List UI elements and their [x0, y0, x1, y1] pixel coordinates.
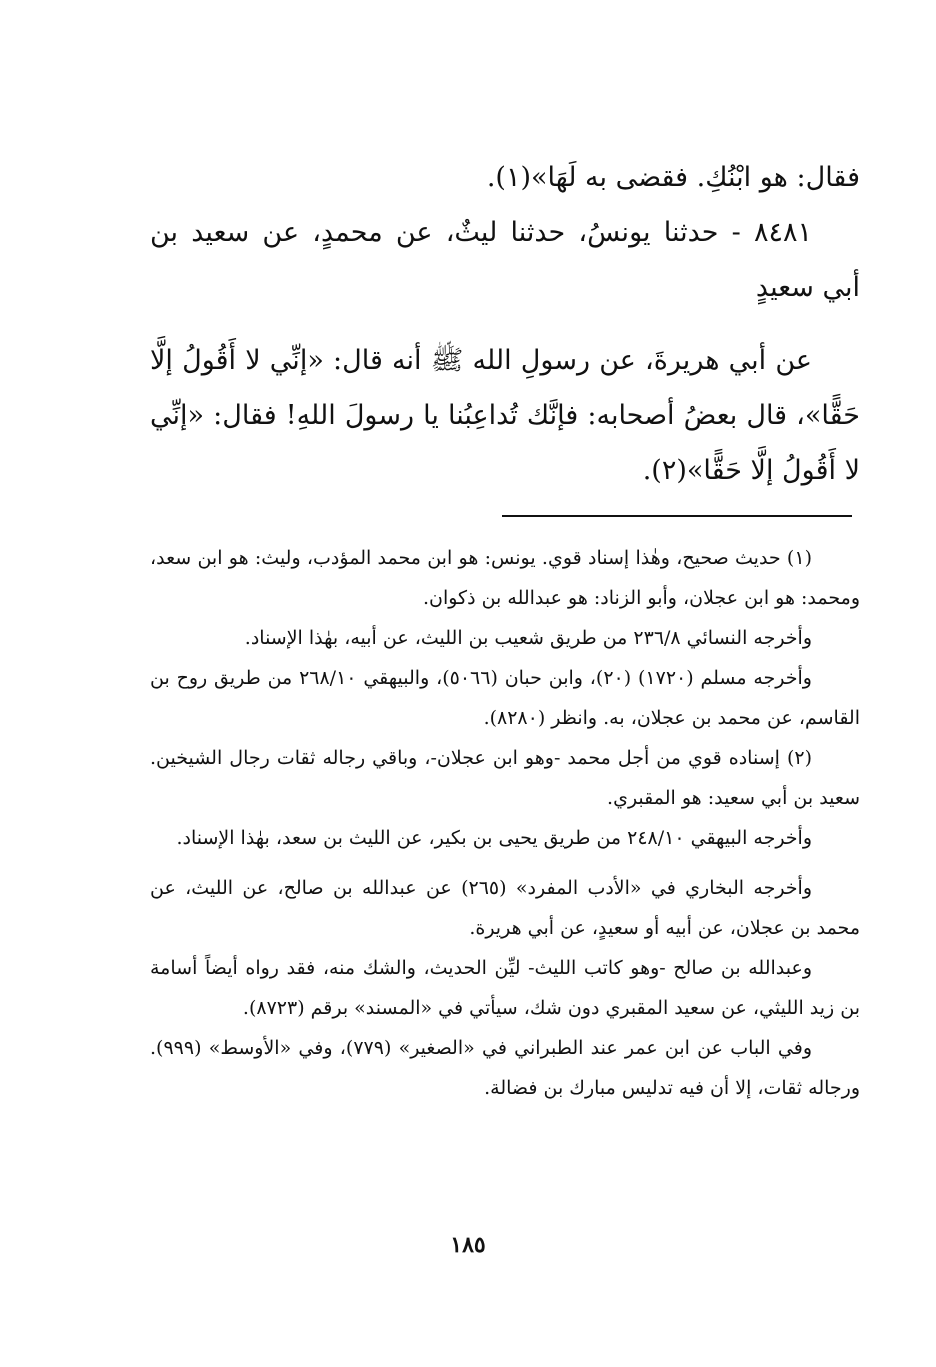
footnote-2-bukhari: وأخرجه البخاري في «الأدب المفرد» (٢٦٥) عن عبدالله بن صالح، عن الليث، عن محمد بن عجلان، عن أبيه أو سعيدٍ، عن أبي هريرة. — [150, 877, 860, 939]
hadith-8481-chain: ٨٤٨١ - حدثنا يونسُ، حدثنا ليثٌ، عن محمدٍ، عن سعيد بن أبي سعيدٍ — [150, 217, 860, 303]
footnotes — [150, 538, 860, 1108]
main-paragraph-1: فقال: هو ابْنُكِ. فقضى به لَهَا»(١). — [486, 162, 860, 193]
hadith-8481-text: عن أبي هريرةَ، عن رسولِ الله ﷺ أنه قال: «إنِّي لا أَقُولُ إلَّا حَقًّا»، قال بعضُ أصحابه: فإنَّك تُداعِبُنا يا رسولَ اللهِ! فقال: «إنِّي لا أَقُولُ إلَّا حَقًّا»(٢). — [150, 345, 860, 486]
footnote-2-bab: وفي الباب عن ابن عمر عند الطبراني في «الصغير» (٧٧٩)، وفي «الأوسط» (٩٩٩). ورجاله ثقات، إلا أن فيه تدليس مبارك بن فضالة. — [150, 1037, 860, 1099]
footnote-1-muslim: وأخرجه مسلم (١٧٢٠) (٢٠)، وابن حبان (٥٠٦٦)، والبيهقي ٢٦٨/١٠ من طريق روح بن القاسم، عن محمد بن عجلان، به. وانظر (٨٢٨٠). — [150, 667, 860, 729]
footnote-separator — [502, 515, 852, 517]
footnote-2: (٢) إسناده قوي من أجل محمد -وهو ابن عجلان-، وباقي رجاله ثقات رجال الشيخين. سعيد بن أبي سعيد: هو المقبري. — [150, 747, 860, 809]
main-text — [150, 150, 860, 498]
footnote-1-nasai: وأخرجه النسائي ٢٣٦/٨ من طريق شعيب بن الليث، عن أبيه، بهٰذا الإسناد. — [244, 627, 812, 649]
page-number: ١٨٥ — [450, 1232, 486, 1258]
footnote-1: (١) حديث صحيح، وهٰذا إسناد قوي. يونس: هو ابن محمد المؤدب، وليث: هو ابن سعد، ومحمد: هو ابن عجلان، وأبو الزناد: هو عبدالله بن ذكوان. — [150, 547, 860, 609]
footnote-2-abdullah: وعبدالله بن صالح -وهو كاتب الليث- ليِّن الحديث، والشك منه، فقد رواه أيضاً أسامة بن زيد الليثي، عن سعيد المقبري دون شك، سيأتي في «المسند» برقم (٨٧٢٣). — [150, 957, 860, 1019]
footnote-2-bayhaqi: وأخرجه البيهقي ٢٤٨/١٠ من طريق يحيى بن بكير، عن الليث بن سعد، بهٰذا الإسناد. — [176, 827, 812, 849]
